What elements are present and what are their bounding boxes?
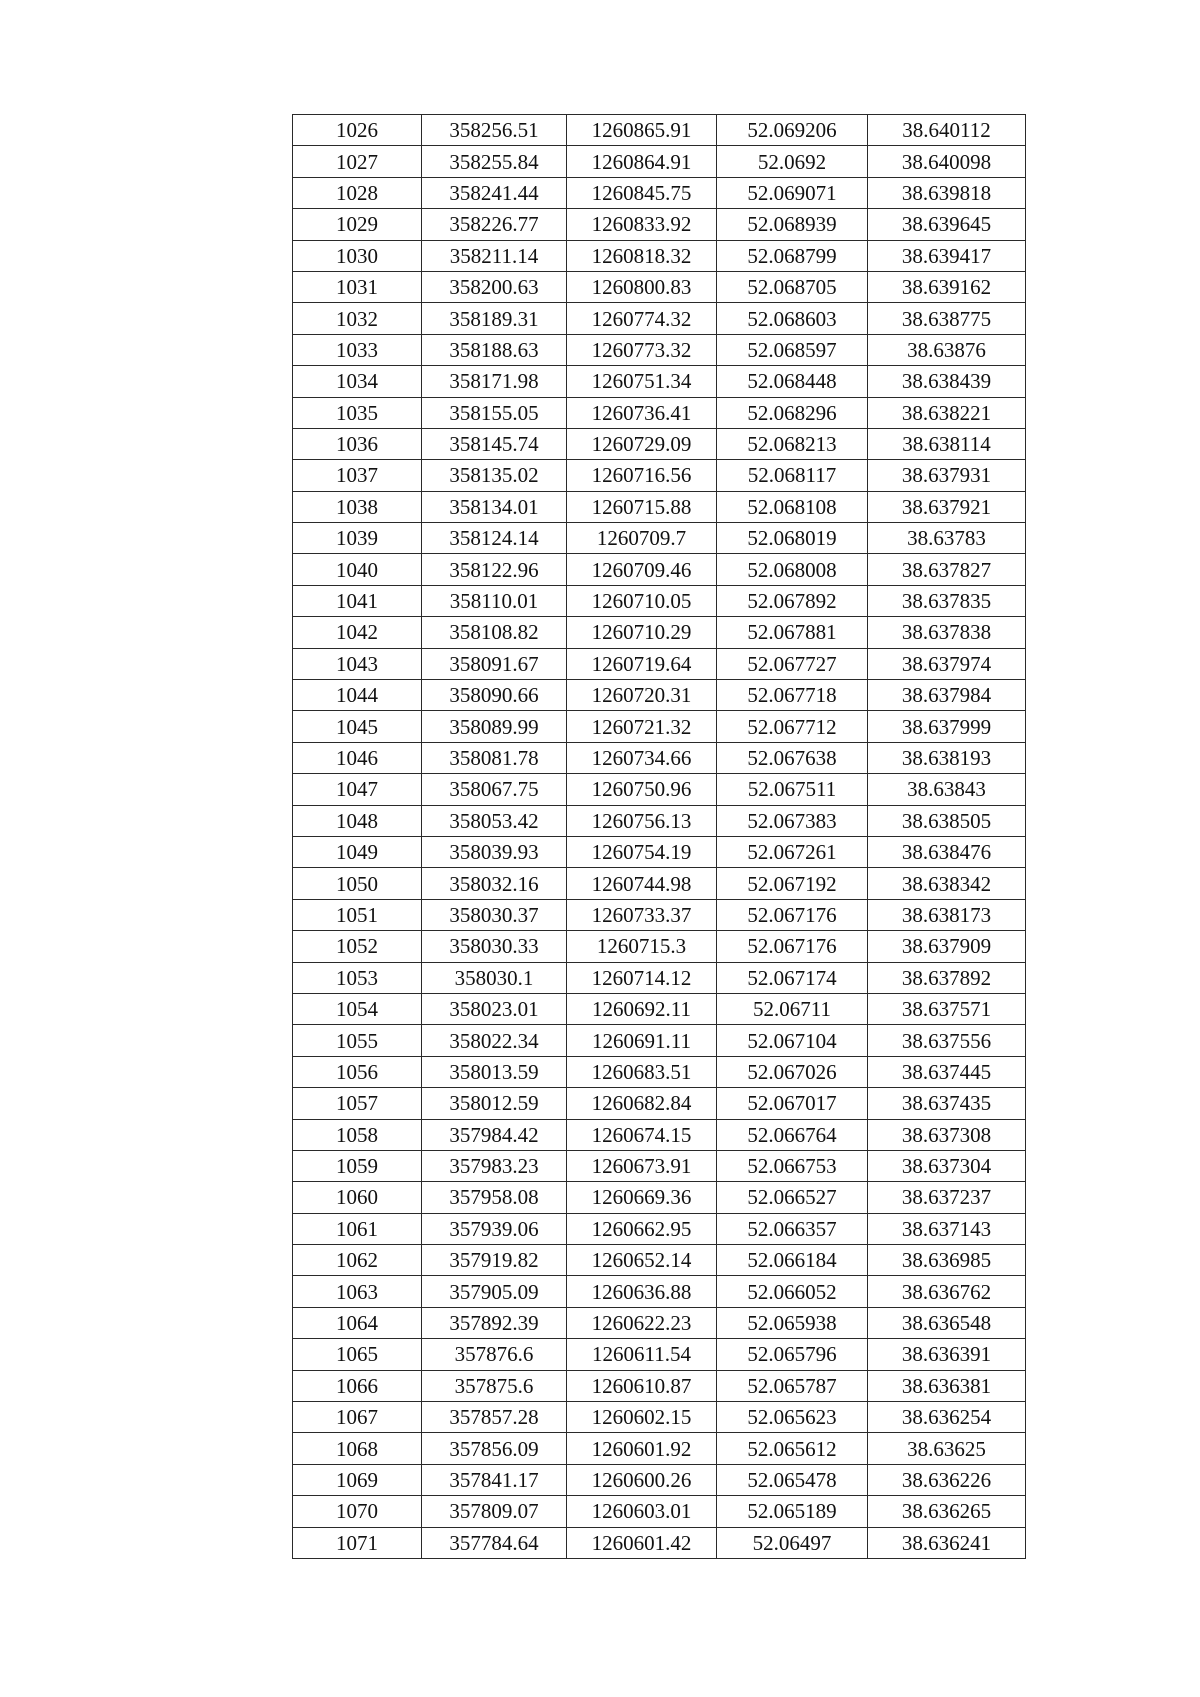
table-row [293, 805, 1026, 836]
latitude-cell: 52.067892 [717, 585, 868, 616]
longitude-cell: 38.638439 [868, 366, 1026, 397]
table-row [293, 836, 1026, 867]
x-coordinate-cell: 358255.84 [422, 146, 567, 177]
table-row [293, 1339, 1026, 1370]
longitude-cell: 38.637974 [868, 648, 1026, 679]
latitude-cell: 52.065478 [717, 1464, 868, 1495]
point-number-cell: 1040 [293, 554, 422, 585]
table-row [293, 523, 1026, 554]
y-coordinate-cell: 1260729.09 [567, 428, 717, 459]
point-number-cell: 1031 [293, 271, 422, 302]
point-number-cell: 1035 [293, 397, 422, 428]
table-row [293, 1464, 1026, 1495]
table-row [293, 617, 1026, 648]
table-row [293, 1056, 1026, 1087]
point-number-cell: 1050 [293, 868, 422, 899]
x-coordinate-cell: 358030.37 [422, 899, 567, 930]
point-number-cell: 1049 [293, 836, 422, 867]
longitude-cell: 38.636254 [868, 1402, 1026, 1433]
y-coordinate-cell: 1260714.12 [567, 962, 717, 993]
point-number-cell: 1053 [293, 962, 422, 993]
x-coordinate-cell: 358256.51 [422, 115, 567, 146]
latitude-cell: 52.066753 [717, 1150, 868, 1181]
point-number-cell: 1026 [293, 115, 422, 146]
x-coordinate-cell: 358155.05 [422, 397, 567, 428]
x-coordinate-cell: 358226.77 [422, 209, 567, 240]
y-coordinate-cell: 1260602.15 [567, 1402, 717, 1433]
x-coordinate-cell: 357841.17 [422, 1464, 567, 1495]
table-row [293, 1182, 1026, 1213]
table-row [293, 1496, 1026, 1527]
longitude-cell: 38.63876 [868, 334, 1026, 365]
latitude-cell: 52.067383 [717, 805, 868, 836]
y-coordinate-cell: 1260611.54 [567, 1339, 717, 1370]
y-coordinate-cell: 1260744.98 [567, 868, 717, 899]
y-coordinate-cell: 1260800.83 [567, 271, 717, 302]
y-coordinate-cell: 1260600.26 [567, 1464, 717, 1495]
point-number-cell: 1052 [293, 931, 422, 962]
longitude-cell: 38.637984 [868, 680, 1026, 711]
table-row [293, 146, 1026, 177]
latitude-cell: 52.065623 [717, 1402, 868, 1433]
x-coordinate-cell: 358171.98 [422, 366, 567, 397]
table-row [293, 209, 1026, 240]
latitude-cell: 52.066527 [717, 1182, 868, 1213]
x-coordinate-cell: 357809.07 [422, 1496, 567, 1527]
x-coordinate-cell: 358211.14 [422, 240, 567, 271]
y-coordinate-cell: 1260674.15 [567, 1119, 717, 1150]
point-number-cell: 1039 [293, 523, 422, 554]
table-row [293, 397, 1026, 428]
point-number-cell: 1062 [293, 1245, 422, 1276]
table-row [293, 1527, 1026, 1558]
x-coordinate-cell: 358023.01 [422, 993, 567, 1024]
latitude-cell: 52.067192 [717, 868, 868, 899]
x-coordinate-cell: 358030.1 [422, 962, 567, 993]
point-number-cell: 1033 [293, 334, 422, 365]
table-row [293, 648, 1026, 679]
table-body [293, 115, 1026, 1559]
latitude-cell: 52.067718 [717, 680, 868, 711]
latitude-cell: 52.067104 [717, 1025, 868, 1056]
point-number-cell: 1067 [293, 1402, 422, 1433]
longitude-cell: 38.640112 [868, 115, 1026, 146]
table-row [293, 993, 1026, 1024]
x-coordinate-cell: 357984.42 [422, 1119, 567, 1150]
table-row [293, 240, 1026, 271]
table-row [293, 962, 1026, 993]
latitude-cell: 52.068448 [717, 366, 868, 397]
table-row [293, 271, 1026, 302]
latitude-cell: 52.067638 [717, 742, 868, 773]
x-coordinate-cell: 358081.78 [422, 742, 567, 773]
y-coordinate-cell: 1260754.19 [567, 836, 717, 867]
y-coordinate-cell: 1260733.37 [567, 899, 717, 930]
x-coordinate-cell: 358053.42 [422, 805, 567, 836]
y-coordinate-cell: 1260773.32 [567, 334, 717, 365]
point-number-cell: 1055 [293, 1025, 422, 1056]
point-number-cell: 1036 [293, 428, 422, 459]
y-coordinate-cell: 1260833.92 [567, 209, 717, 240]
x-coordinate-cell: 357939.06 [422, 1213, 567, 1244]
x-coordinate-cell: 358012.59 [422, 1088, 567, 1119]
latitude-cell: 52.069206 [717, 115, 868, 146]
table-row [293, 1402, 1026, 1433]
table-row [293, 1307, 1026, 1338]
longitude-cell: 38.638193 [868, 742, 1026, 773]
x-coordinate-cell: 358030.33 [422, 931, 567, 962]
x-coordinate-cell: 357784.64 [422, 1527, 567, 1558]
latitude-cell: 52.067026 [717, 1056, 868, 1087]
y-coordinate-cell: 1260692.11 [567, 993, 717, 1024]
y-coordinate-cell: 1260662.95 [567, 1213, 717, 1244]
table-row [293, 1213, 1026, 1244]
x-coordinate-cell: 358091.67 [422, 648, 567, 679]
latitude-cell: 52.068939 [717, 209, 868, 240]
longitude-cell: 38.640098 [868, 146, 1026, 177]
point-number-cell: 1041 [293, 585, 422, 616]
longitude-cell: 38.637445 [868, 1056, 1026, 1087]
point-number-cell: 1048 [293, 805, 422, 836]
y-coordinate-cell: 1260720.31 [567, 680, 717, 711]
x-coordinate-cell: 358124.14 [422, 523, 567, 554]
table-row [293, 460, 1026, 491]
point-number-cell: 1065 [293, 1339, 422, 1370]
longitude-cell: 38.639818 [868, 177, 1026, 208]
table-row [293, 491, 1026, 522]
longitude-cell: 38.637308 [868, 1119, 1026, 1150]
latitude-cell: 52.067176 [717, 899, 868, 930]
longitude-cell: 38.636391 [868, 1339, 1026, 1370]
y-coordinate-cell: 1260750.96 [567, 774, 717, 805]
point-number-cell: 1042 [293, 617, 422, 648]
y-coordinate-cell: 1260601.42 [567, 1527, 717, 1558]
latitude-cell: 52.065796 [717, 1339, 868, 1370]
table-row [293, 742, 1026, 773]
point-number-cell: 1034 [293, 366, 422, 397]
longitude-cell: 38.637571 [868, 993, 1026, 1024]
latitude-cell: 52.06711 [717, 993, 868, 1024]
point-number-cell: 1054 [293, 993, 422, 1024]
x-coordinate-cell: 358067.75 [422, 774, 567, 805]
x-coordinate-cell: 358039.93 [422, 836, 567, 867]
table-row [293, 554, 1026, 585]
x-coordinate-cell: 358108.82 [422, 617, 567, 648]
table-row [293, 115, 1026, 146]
table-row [293, 774, 1026, 805]
longitude-cell: 38.637931 [868, 460, 1026, 491]
longitude-cell: 38.637999 [868, 711, 1026, 742]
x-coordinate-cell: 357905.09 [422, 1276, 567, 1307]
point-number-cell: 1032 [293, 303, 422, 334]
latitude-cell: 52.0692 [717, 146, 868, 177]
y-coordinate-cell: 1260845.75 [567, 177, 717, 208]
y-coordinate-cell: 1260715.3 [567, 931, 717, 962]
longitude-cell: 38.638505 [868, 805, 1026, 836]
table-row [293, 1025, 1026, 1056]
latitude-cell: 52.067174 [717, 962, 868, 993]
longitude-cell: 38.639645 [868, 209, 1026, 240]
table-row [293, 1088, 1026, 1119]
point-number-cell: 1068 [293, 1433, 422, 1464]
longitude-cell: 38.637827 [868, 554, 1026, 585]
y-coordinate-cell: 1260734.66 [567, 742, 717, 773]
latitude-cell: 52.068019 [717, 523, 868, 554]
point-number-cell: 1029 [293, 209, 422, 240]
table-row [293, 868, 1026, 899]
y-coordinate-cell: 1260719.64 [567, 648, 717, 679]
point-number-cell: 1057 [293, 1088, 422, 1119]
longitude-cell: 38.638173 [868, 899, 1026, 930]
table-row [293, 177, 1026, 208]
point-number-cell: 1071 [293, 1527, 422, 1558]
longitude-cell: 38.636241 [868, 1527, 1026, 1558]
longitude-cell: 38.636226 [868, 1464, 1026, 1495]
x-coordinate-cell: 357876.6 [422, 1339, 567, 1370]
x-coordinate-cell: 358134.01 [422, 491, 567, 522]
longitude-cell: 38.637556 [868, 1025, 1026, 1056]
x-coordinate-cell: 358013.59 [422, 1056, 567, 1087]
latitude-cell: 52.068008 [717, 554, 868, 585]
table-row [293, 1150, 1026, 1181]
y-coordinate-cell: 1260736.41 [567, 397, 717, 428]
longitude-cell: 38.638476 [868, 836, 1026, 867]
latitude-cell: 52.067881 [717, 617, 868, 648]
point-number-cell: 1043 [293, 648, 422, 679]
latitude-cell: 52.068603 [717, 303, 868, 334]
latitude-cell: 52.068213 [717, 428, 868, 459]
latitude-cell: 52.067712 [717, 711, 868, 742]
point-number-cell: 1027 [293, 146, 422, 177]
x-coordinate-cell: 357983.23 [422, 1150, 567, 1181]
longitude-cell: 38.636762 [868, 1276, 1026, 1307]
longitude-cell: 38.637892 [868, 962, 1026, 993]
x-coordinate-cell: 358145.74 [422, 428, 567, 459]
point-number-cell: 1045 [293, 711, 422, 742]
point-number-cell: 1066 [293, 1370, 422, 1401]
x-coordinate-cell: 358090.66 [422, 680, 567, 711]
longitude-cell: 38.636381 [868, 1370, 1026, 1401]
latitude-cell: 52.066764 [717, 1119, 868, 1150]
coordinates-table [292, 114, 1026, 1559]
x-coordinate-cell: 358022.34 [422, 1025, 567, 1056]
longitude-cell: 38.638775 [868, 303, 1026, 334]
point-number-cell: 1046 [293, 742, 422, 773]
point-number-cell: 1038 [293, 491, 422, 522]
x-coordinate-cell: 358089.99 [422, 711, 567, 742]
y-coordinate-cell: 1260669.36 [567, 1182, 717, 1213]
longitude-cell: 38.637838 [868, 617, 1026, 648]
latitude-cell: 52.067727 [717, 648, 868, 679]
longitude-cell: 38.637304 [868, 1150, 1026, 1181]
point-number-cell: 1061 [293, 1213, 422, 1244]
x-coordinate-cell: 358135.02 [422, 460, 567, 491]
point-number-cell: 1064 [293, 1307, 422, 1338]
y-coordinate-cell: 1260683.51 [567, 1056, 717, 1087]
longitude-cell: 38.637909 [868, 931, 1026, 962]
table-row [293, 1119, 1026, 1150]
x-coordinate-cell: 358241.44 [422, 177, 567, 208]
table-row [293, 711, 1026, 742]
y-coordinate-cell: 1260721.32 [567, 711, 717, 742]
point-number-cell: 1070 [293, 1496, 422, 1527]
table-row [293, 334, 1026, 365]
point-number-cell: 1037 [293, 460, 422, 491]
latitude-cell: 52.066357 [717, 1213, 868, 1244]
x-coordinate-cell: 358122.96 [422, 554, 567, 585]
x-coordinate-cell: 358200.63 [422, 271, 567, 302]
x-coordinate-cell: 357919.82 [422, 1245, 567, 1276]
latitude-cell: 52.066052 [717, 1276, 868, 1307]
latitude-cell: 52.067511 [717, 774, 868, 805]
latitude-cell: 52.068296 [717, 397, 868, 428]
y-coordinate-cell: 1260673.91 [567, 1150, 717, 1181]
longitude-cell: 38.639417 [868, 240, 1026, 271]
y-coordinate-cell: 1260756.13 [567, 805, 717, 836]
latitude-cell: 52.068597 [717, 334, 868, 365]
y-coordinate-cell: 1260864.91 [567, 146, 717, 177]
table-row [293, 899, 1026, 930]
latitude-cell: 52.065612 [717, 1433, 868, 1464]
longitude-cell: 38.638342 [868, 868, 1026, 899]
table-row [293, 585, 1026, 616]
point-number-cell: 1044 [293, 680, 422, 711]
latitude-cell: 52.068705 [717, 271, 868, 302]
table-row [293, 931, 1026, 962]
x-coordinate-cell: 357856.09 [422, 1433, 567, 1464]
y-coordinate-cell: 1260622.23 [567, 1307, 717, 1338]
longitude-cell: 38.637237 [868, 1182, 1026, 1213]
latitude-cell: 52.068108 [717, 491, 868, 522]
point-number-cell: 1059 [293, 1150, 422, 1181]
latitude-cell: 52.067017 [717, 1088, 868, 1119]
x-coordinate-cell: 358188.63 [422, 334, 567, 365]
latitude-cell: 52.067261 [717, 836, 868, 867]
latitude-cell: 52.065189 [717, 1496, 868, 1527]
table-row [293, 1433, 1026, 1464]
point-number-cell: 1047 [293, 774, 422, 805]
longitude-cell: 38.636548 [868, 1307, 1026, 1338]
point-number-cell: 1058 [293, 1119, 422, 1150]
table-row [293, 303, 1026, 334]
latitude-cell: 52.068799 [717, 240, 868, 271]
table-row [293, 680, 1026, 711]
y-coordinate-cell: 1260709.7 [567, 523, 717, 554]
y-coordinate-cell: 1260774.32 [567, 303, 717, 334]
longitude-cell: 38.638221 [868, 397, 1026, 428]
table-row [293, 428, 1026, 459]
y-coordinate-cell: 1260716.56 [567, 460, 717, 491]
y-coordinate-cell: 1260715.88 [567, 491, 717, 522]
table-row [293, 1370, 1026, 1401]
longitude-cell: 38.637435 [868, 1088, 1026, 1119]
y-coordinate-cell: 1260691.11 [567, 1025, 717, 1056]
latitude-cell: 52.069071 [717, 177, 868, 208]
x-coordinate-cell: 358189.31 [422, 303, 567, 334]
y-coordinate-cell: 1260710.05 [567, 585, 717, 616]
latitude-cell: 52.068117 [717, 460, 868, 491]
y-coordinate-cell: 1260751.34 [567, 366, 717, 397]
y-coordinate-cell: 1260709.46 [567, 554, 717, 585]
point-number-cell: 1063 [293, 1276, 422, 1307]
table-row [293, 1276, 1026, 1307]
longitude-cell: 38.636985 [868, 1245, 1026, 1276]
point-number-cell: 1060 [293, 1182, 422, 1213]
y-coordinate-cell: 1260865.91 [567, 115, 717, 146]
y-coordinate-cell: 1260603.01 [567, 1496, 717, 1527]
point-number-cell: 1069 [293, 1464, 422, 1495]
point-number-cell: 1028 [293, 177, 422, 208]
y-coordinate-cell: 1260601.92 [567, 1433, 717, 1464]
longitude-cell: 38.637835 [868, 585, 1026, 616]
table-row [293, 1245, 1026, 1276]
x-coordinate-cell: 357892.39 [422, 1307, 567, 1338]
longitude-cell: 38.63783 [868, 523, 1026, 554]
latitude-cell: 52.065787 [717, 1370, 868, 1401]
latitude-cell: 52.066184 [717, 1245, 868, 1276]
y-coordinate-cell: 1260682.84 [567, 1088, 717, 1119]
longitude-cell: 38.63625 [868, 1433, 1026, 1464]
longitude-cell: 38.637143 [868, 1213, 1026, 1244]
y-coordinate-cell: 1260610.87 [567, 1370, 717, 1401]
table-row [293, 366, 1026, 397]
point-number-cell: 1056 [293, 1056, 422, 1087]
y-coordinate-cell: 1260652.14 [567, 1245, 717, 1276]
longitude-cell: 38.636265 [868, 1496, 1026, 1527]
x-coordinate-cell: 357875.6 [422, 1370, 567, 1401]
longitude-cell: 38.63843 [868, 774, 1026, 805]
point-number-cell: 1051 [293, 899, 422, 930]
y-coordinate-cell: 1260818.32 [567, 240, 717, 271]
latitude-cell: 52.067176 [717, 931, 868, 962]
x-coordinate-cell: 357857.28 [422, 1402, 567, 1433]
y-coordinate-cell: 1260636.88 [567, 1276, 717, 1307]
latitude-cell: 52.06497 [717, 1527, 868, 1558]
longitude-cell: 38.639162 [868, 271, 1026, 302]
longitude-cell: 38.638114 [868, 428, 1026, 459]
longitude-cell: 38.637921 [868, 491, 1026, 522]
point-number-cell: 1030 [293, 240, 422, 271]
x-coordinate-cell: 357958.08 [422, 1182, 567, 1213]
x-coordinate-cell: 358032.16 [422, 868, 567, 899]
x-coordinate-cell: 358110.01 [422, 585, 567, 616]
y-coordinate-cell: 1260710.29 [567, 617, 717, 648]
latitude-cell: 52.065938 [717, 1307, 868, 1338]
